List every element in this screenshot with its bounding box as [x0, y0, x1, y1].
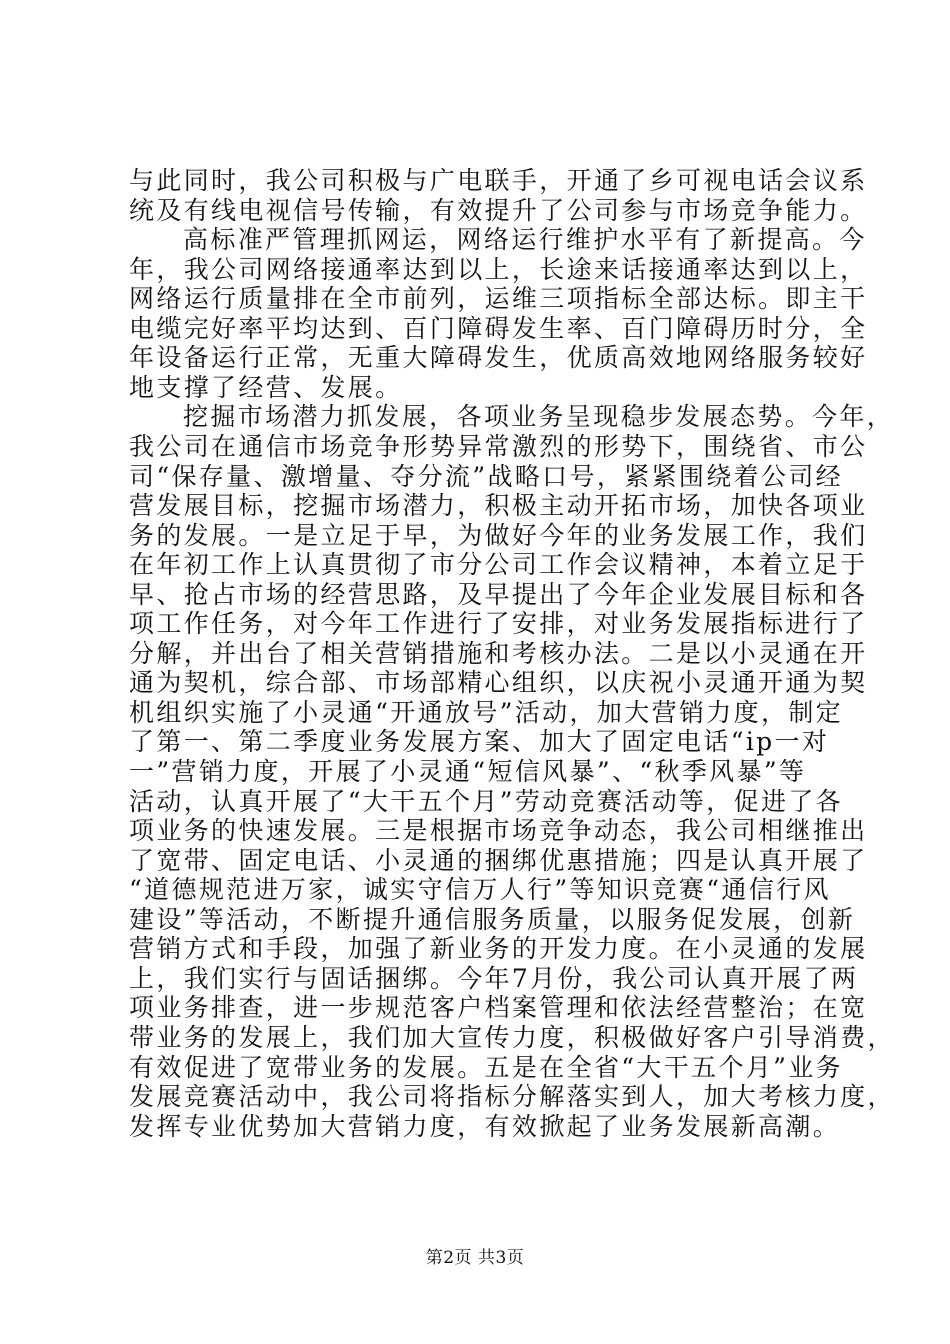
text-line: 地支撑了经营、发展。 — [129, 372, 403, 402]
text-line: 发展竞赛活动中，我公司将指标分解落实到人，加大考核力度， — [129, 1082, 895, 1112]
text-line: 营销方式和手段，加强了新业务的开发力度。在小灵通的发展 — [129, 934, 868, 964]
text-line: 电缆完好率平均达到、百门障碍发生率、百门障碍历时分，全 — [129, 313, 868, 343]
page-footer: 第2页 共3页 — [425, 1248, 525, 1268]
text-line: 与此同时，我公司积极与广电联手，开通了乡可视电话会议系 — [129, 166, 868, 195]
text-line: 网络运行质量排在全市前列，运维三项指标全部达标。即主干 — [129, 284, 868, 314]
text-line: 我公司在通信市场竞争形势异常激烈的形势下，围绕省、市公 — [129, 431, 868, 461]
text-line: 营发展目标，挖掘市场潜力，积极主动开拓市场，加快各项业 — [129, 491, 868, 521]
text-line: 在年初工作上认真贯彻了市分公司工作会议精神，本着立足于 — [129, 550, 868, 580]
text-line: 带业务的发展上，我们加大宣传力度，积极做好客户引导消费， — [129, 1022, 895, 1052]
text-line: 务的发展。一是立足于早，为做好今年的业务发展工作，我们 — [129, 520, 868, 550]
text-line: 了宽带、固定电话、小灵通的捆绑优惠措施；四是认真开展了 — [129, 845, 868, 875]
text-line: 机组织实施了小灵通“开通放号”活动，加大营销力度，制定 — [129, 697, 844, 727]
text-line: 上，我们实行与固话捆绑。今年7月份，我公司认真开展了两 — [129, 963, 859, 993]
text-line: 建设”等活动，不断提升通信服务质量，以服务促发展，创新 — [129, 904, 856, 934]
text-line: 司“保存量、激增量、夺分流”战略口号，紧紧围绕着公司经 — [129, 461, 844, 491]
text-line: 项工作任务，对今年工作进行了安排，对业务发展指标进行了 — [129, 609, 868, 639]
text-line: 年，我公司网络接通率达到以上，长途来话接通率达到以上， — [129, 254, 868, 284]
text-line: “道德规范进万家，诚实守信万人行”等知识竞赛“通信行风 — [129, 875, 831, 905]
text-line: 通为契机，综合部、市场部精心组织，以庆祝小灵通开通为契 — [129, 668, 868, 698]
text-line: 有效促进了宽带业务的发展。五是在全省“大干五个月”业务 — [129, 1052, 844, 1082]
text-line: 早、抢占市场的经营思路，及早提出了今年企业发展目标和各 — [129, 579, 868, 609]
text-line: 项业务的快速发展。三是根据市场竞争动态，我公司相继推出 — [129, 816, 868, 846]
text-line: 了第一、第二季度业务发展方案、加大了固定电话“ip一对 — [129, 727, 830, 757]
text-line: 年设备运行正常，无重大障碍发生，优质高效地网络服务较好 — [129, 343, 868, 373]
text-line: 发挥专业优势加大营销力度，有效掀起了业务发展新高潮。 — [129, 1111, 841, 1141]
text-line: 统及有线电视信号传输，有效提升了公司参与市场竞争能力。 — [129, 195, 868, 225]
text-line: 分解，并出台了相关营销措施和考核办法。二是以小灵通在开 — [129, 638, 868, 668]
text-line: 一”营销力度，开展了小灵通“短信风暴”、“秋季风暴”等 — [129, 757, 807, 786]
paragraph-start-line: 挖掘市场潜力抓发展，各项业务呈现稳步发展态势。今年， — [183, 402, 895, 432]
text-line: 项业务排查，进一步规范客户档案管理和依法经营整治；在宽 — [129, 993, 868, 1023]
paragraph-start-line: 高标准严管理抓网运，网络运行维护水平有了新提高。今 — [183, 225, 867, 255]
text-line: 活动，认真开展了“大干五个月”劳动竞赛活动等，促进了各 — [129, 786, 844, 816]
